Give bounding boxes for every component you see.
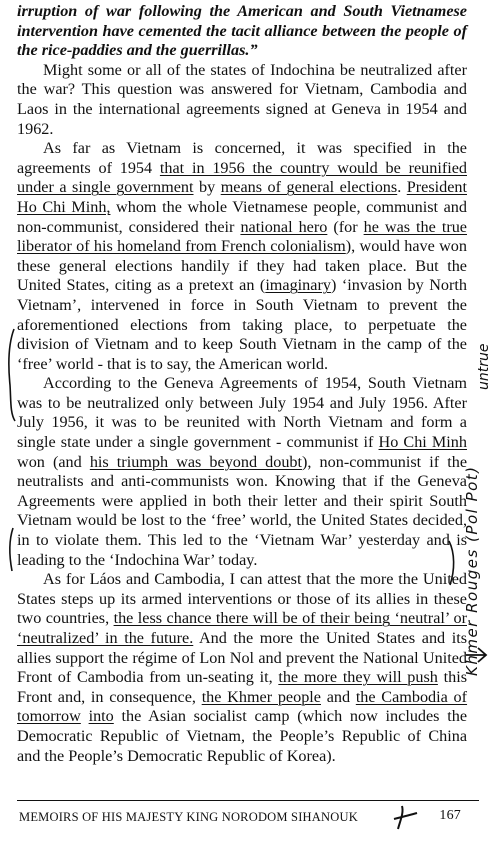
text-run: (for: [327, 217, 364, 236]
underlined-passage: his triumph was beyond doubt: [89, 452, 303, 471]
underlined-passage: means of general elections: [220, 178, 398, 197]
text-run: As for Láos and Cambodia, I can attest that the more the United States steps up its armed interventions or those of its allies in these two countries,: [17, 570, 467, 628]
handwritten-mark-icon: [390, 803, 420, 833]
underlined-passage: the Khmer people: [201, 687, 321, 706]
underlined-passage: that in 1956 the country would be reunified under a single government: [17, 158, 467, 197]
text-run: the Asian socialist camp (which now includes the Democratic Republic of Vietnam, the People’s Republic of China and the People’s Democratic Republic of Korea).: [17, 707, 468, 765]
paragraph-laos-cambodia: [17, 570, 467, 766]
body-text: [17, 2, 467, 766]
text-run: ), would have won these general elections handily if they had taken place. But the United States, citing as a pretext an (: [17, 237, 467, 295]
text-run: won (and: [17, 452, 90, 471]
underlined-passage: the less chance there will be of their being ‘neutral’ or ‘neutralized’ in the future.: [17, 609, 467, 647]
underlined-passage: into: [88, 707, 114, 726]
text-run: and: [321, 687, 356, 706]
margin-handwritten-note: Khmer Rouges (Pol Pot): [463, 465, 481, 676]
paragraph-geneva-vietnam: [17, 139, 467, 374]
underlined-passage: President Ho Chi Minh,: [17, 178, 467, 216]
text-run: [81, 707, 89, 725]
text-run: this Front and, in consequence,: [17, 668, 467, 706]
paragraph-geneva-1954: [17, 374, 467, 570]
text-run: And the more the United States and its allies support the régime of Lon Nol and prevent the National United Front of Cambodia from un-seating it,: [17, 629, 468, 687]
underlined-passage: the Cambodia of tomorrow: [17, 687, 468, 726]
running-footer-title: MEMOIRS OF HIS MAJESTY KING NORODOM SIHANOUK: [19, 810, 358, 824]
margin-handwritten-scribble: untrue: [476, 343, 492, 390]
text-run: According to the Geneva Agreements of 1954, South Vietnam was to be neutralized only between July 1954 and July 1956. After July 1956, it was to be reunited with North Vietnam and form a single state under a single government - communist if: [17, 374, 467, 452]
page-number: 167: [439, 808, 461, 823]
text-run: by: [193, 178, 221, 197]
underlined-passage: the more they will push: [278, 668, 438, 687]
text-run: whom the whole Vietnamese people, communist and non-communist, considered their: [17, 197, 467, 236]
page-footer: [17, 800, 479, 837]
text-run: ) ‘invasion by North Vietnam’, intervened in force in South Vietnam to prevent the aforementioned elections from taking place, to perpetuate the division of Vietnam and to keep South Vietnam in the camp of the ‘free’ world - that is to say, the American world.: [17, 276, 467, 373]
paragraph-neutralization-question: Might some or all of the states of Indochina be neutralized after the war? This question was answered for Vietnam, Cambodia and Laos in the international agreements signed at Geneva in 1954 and 1962.: [17, 60, 467, 138]
quote-continuation: irruption of war following the American and South Vietnamese intervention have cemented the tacit alliance between the people of the rice-paddies and the guerrillas.”: [17, 2, 467, 60]
underlined-passage: imaginary: [265, 276, 331, 295]
underlined-passage: he was the true liberator of his homeland from French colonialism: [17, 217, 467, 256]
text-run: ), non-communist if the neutralists and anti-communists won. Knowing that if the Geneva Agreements were applied in both their letter and their spirit South Vietnam would be lost to the ‘free’ world, the United States decided, in to violate them. This led to the ‘Vietnam War’ yesterday and is leading to the ‘Indochina War’ today.: [17, 452, 468, 569]
underlined-passage: national hero: [240, 217, 328, 236]
underlined-passage: Ho Chi Minh: [378, 433, 467, 452]
text-run: As far as Vietnam is concerned, it was specified in the agreements of 1954: [17, 139, 467, 177]
text-run: .: [397, 178, 407, 197]
